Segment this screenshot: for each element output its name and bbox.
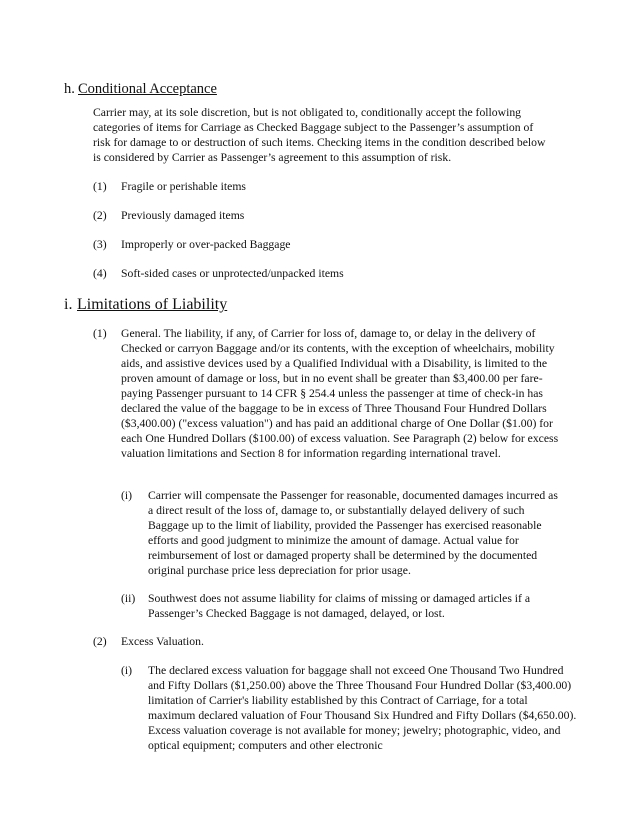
list-item-text: Fragile or perishable items xyxy=(121,180,246,193)
sub-item-text: The declared excess valuation for baggage shall not exceed One Thousand Two Hundred and Fifty Dollars ($1,250.00) above the Three Thousand Four Hundred Dollar ($3,400.00) limitation of Carrier's liability established by this Contract of Carriage, for a total maximum declared valuation of Four Thousand Six Hundred and Fifty Dollars ($4,650.00). Excess valuation coverage is not available for money; jewelry; photographic, video, and optical equipment; computers and other electronic xyxy=(148,664,577,752)
sub-item-number: (i) xyxy=(121,664,133,677)
list-item-text: Improperly or over-packed Baggage xyxy=(121,238,291,251)
section-i-letter: i. xyxy=(64,296,73,313)
list-item-number: (3) xyxy=(93,238,107,251)
list-item-text: Previously damaged items xyxy=(121,209,245,222)
section-i-title: Limitations of Liability xyxy=(77,296,228,313)
sub-item-number: (i) xyxy=(121,489,133,502)
list-item-text: Soft-sided cases or unprotected/unpacked items xyxy=(121,267,344,280)
section-h-title: Conditional Acceptance xyxy=(78,81,217,97)
list-item-number: (4) xyxy=(93,267,107,280)
list-item-text: General. The liability, if any, of Carrier for loss of, damage to, or delay in the delivery of Checked or carryon Baggage and/or its contents, with the exception of wheelchairs, mobility aids, and assistive devices used by a Qualified Individual with a Disability, is limited to the proven amount of damage or loss, but in no event shall be greater than $3,400.00 per fare-paying Passenger pursuant to 14 CFR § 254.4 unless the passenger at time of check-in has declared the value of the baggage to be in excess of Three Thousand Four Hundred Dollars ($3,400.00) ("excess valuation") and has paid an additional charge of One Dollar ($1.00) for each One Hundred Dollars ($100.00) of excess valuation. See Paragraph (2) below for excess valuation limitations and Section 8 for information regarding international travel. xyxy=(121,327,559,460)
liability-item-excess-valuation xyxy=(93,634,569,649)
sub-item xyxy=(121,591,565,621)
section-i-heading xyxy=(64,296,227,314)
sub-item-number: (ii) xyxy=(121,592,136,605)
sub-item xyxy=(121,663,577,753)
sub-item xyxy=(121,488,565,578)
list-item xyxy=(93,266,543,281)
section-h-letter: h. xyxy=(64,81,75,97)
section-h-heading xyxy=(64,80,217,98)
list-item-number: (1) xyxy=(93,180,107,193)
list-item-number: (2) xyxy=(93,209,107,222)
sub-item-text: Southwest does not assume liability for claims of missing or damaged articles if a Passenger’s Checked Baggage is not damaged, delayed, or lost. xyxy=(148,592,531,620)
sub-item-text: Carrier will compensate the Passenger for reasonable, documented damages incurred as a direct result of the loss of, damage to, or substantially delayed delivery of such Baggage up to the limit of liability, provided the Passenger has exercised reasonable efforts and good judgment to minimize the amount of damage. Actual value for reimbursement of lost or damaged property shall be determined by the documented original purchase price less depreciation for prior usage. xyxy=(148,489,558,577)
list-item xyxy=(93,208,543,223)
list-item-number: (1) xyxy=(93,327,107,340)
liability-item-general xyxy=(93,326,569,461)
list-item-number: (2) xyxy=(93,635,107,648)
list-item-text: Excess Valuation. xyxy=(121,635,204,648)
list-item xyxy=(93,179,543,194)
section-h-paragraph: Carrier may, at its sole discretion, but is not obligated to, conditionally accept the following categories of items for Carriage as Checked Baggage subject to the Passenger’s assumption of risk for damage to or destruction of such items. Checking items in the condition described below is considered by Carrier as Passenger’s agreement to this assumption of risk. xyxy=(93,106,546,164)
list-item xyxy=(93,237,543,252)
